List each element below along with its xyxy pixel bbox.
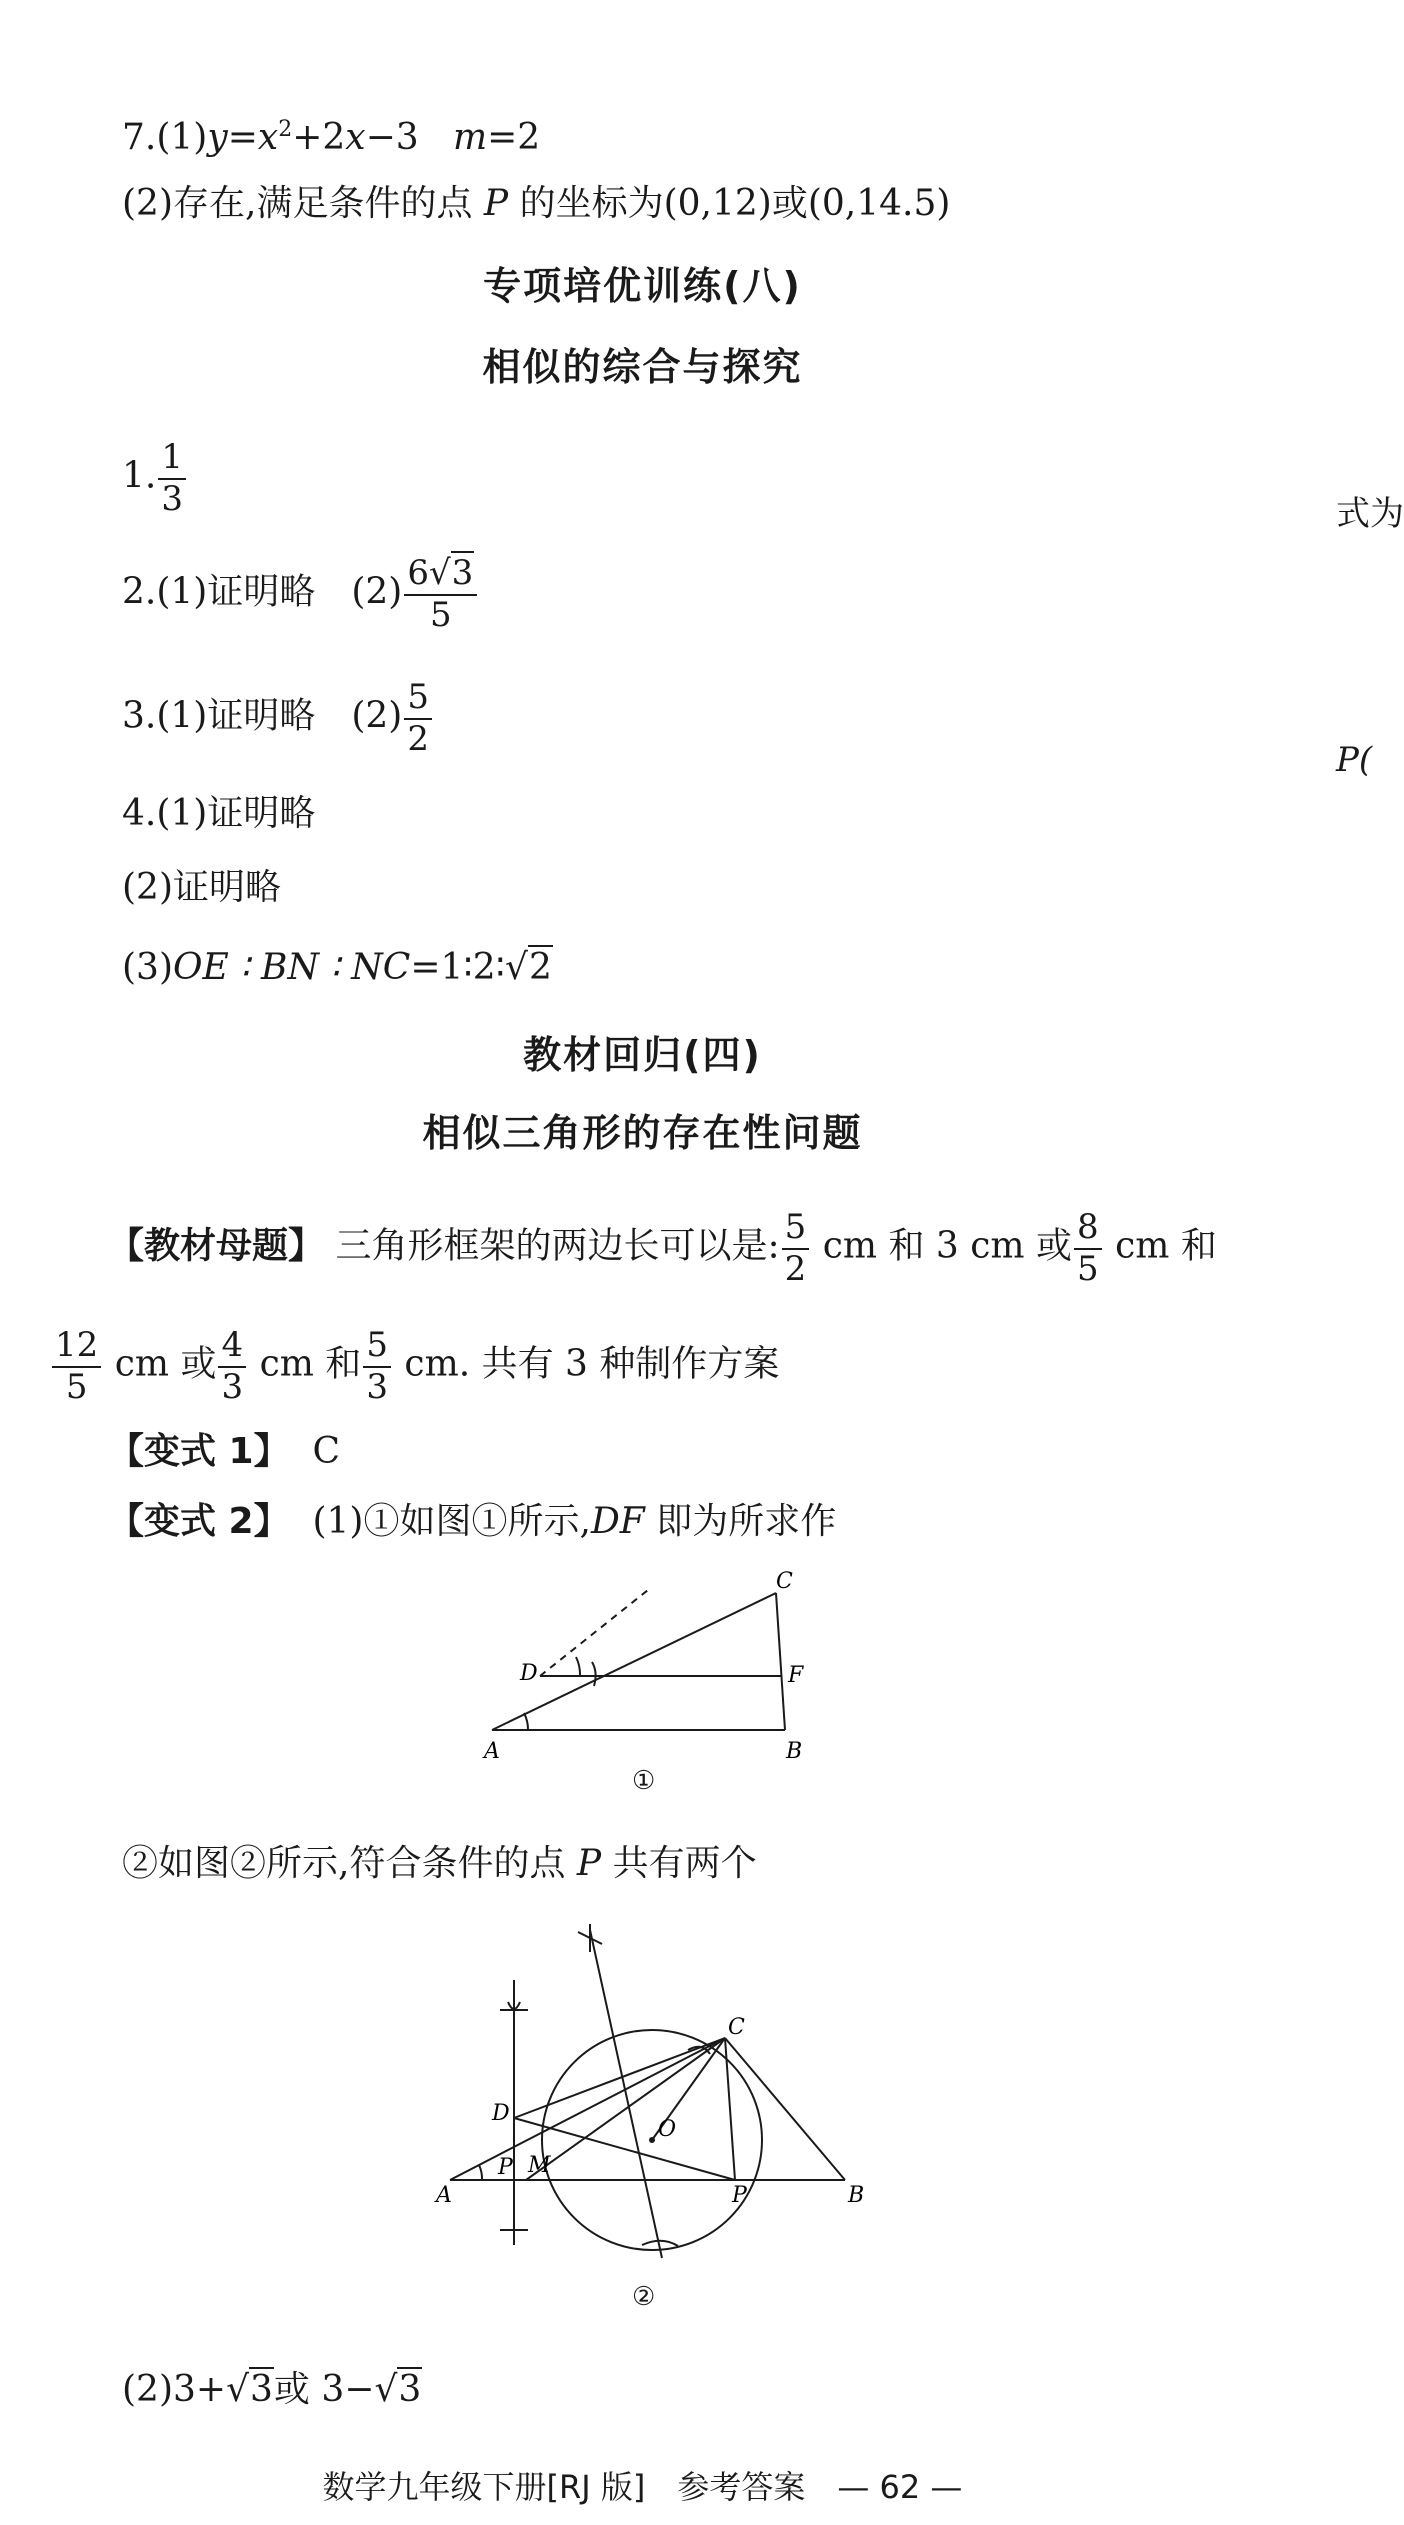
fig2-segment-CP2 [725, 2038, 735, 2180]
page-footer: 数学九年级下册[RJ 版] 参考答案 — 62 — [322, 2468, 963, 2506]
fig1-segment-BC [776, 1593, 785, 1730]
fig2-label-O: O [658, 2117, 677, 2142]
variant2-line2: ②如图②所示,符合条件的点 P 共有两个 [122, 1843, 757, 1884]
fig2-label-A: A [436, 2183, 452, 2208]
fig2-label-M: M [528, 2153, 551, 2178]
variant1-answer: C [312, 1431, 341, 1472]
q7-part2: (2)存在,满足条件的点 P 的坐标为(0,12)或(0,14.5) [122, 183, 951, 224]
margin-fragment-1: 式为 [1336, 494, 1404, 534]
fig2-label-C: C [728, 2015, 745, 2040]
fig2-arc-top [578, 1924, 602, 1952]
answer-4-part1: 4.(1)证明略 [122, 793, 316, 834]
section8-subtitle: 相似的综合与探究 [482, 345, 803, 389]
variant2-label: 【变式 2】 [108, 1501, 290, 1542]
fig2-label-D: D [492, 2101, 510, 2126]
textbook-line1: 【教材母题】 三角形框架的两边长可以是: $\frac{5}{2}$ cm 和 3 cm 或 $\frac{8}{5}$ cm 和 [108, 1207, 1217, 1289]
fig2-segment-CB [725, 2038, 845, 2180]
figure-2-caption: ② [632, 2282, 656, 2312]
figure-2 [430, 1920, 880, 2280]
answer-4-part3: (3)OE ∶ BN ∶ NC=1∶2∶√2 [122, 947, 552, 988]
fig1-label-C: C [776, 1569, 793, 1594]
fig1-label-B: B [786, 1739, 803, 1764]
textbook-line2: $\frac{12}{5}$ cm 或 $\frac{4}{3}$ cm 和 $\frac{5}{3}$ cm. 共有 3 种制作方案 [50, 1328, 779, 1405]
section4-title: 教材回归(四) [523, 1033, 762, 1077]
margin-fragment-2: P( [1336, 740, 1373, 780]
fig2-label-B: B [848, 2183, 865, 2208]
fig1-label-D: D [520, 1661, 538, 1686]
variant1-line [108, 1428, 340, 1476]
fig2-label-P2: P [732, 2183, 747, 2208]
fig1-angle-arc-A [524, 1713, 528, 1730]
answer-2: 2.(1)证明略 (2) $\frac{6√3}{5}$ [122, 556, 479, 633]
figure-1-caption: ① [632, 1766, 656, 1796]
variant1-label: 【变式 1】 [108, 1431, 290, 1472]
variant2-line1: 【变式 2】 (1)①如图①所示,DF 即为所求作 [108, 1501, 837, 1542]
figure-1 [480, 1570, 840, 1770]
variant2-part2: (2)3+√3或 3−√3 [122, 2369, 422, 2410]
q7-part1: $7.(1)y=x^2+2x-3$ m=2 [122, 117, 541, 158]
fig2-perp-bisector [590, 1930, 662, 2258]
section8-title: 专项培优训练(八) [483, 264, 802, 308]
fig2-segment-DC [514, 2038, 725, 2118]
fig2-label-P1: P [498, 2155, 513, 2180]
fig1-angle-arc-D [576, 1657, 580, 1676]
fig2-angle-arc-A [479, 2165, 482, 2180]
fig1-label-F: F [788, 1663, 804, 1688]
answer-4-part2: (2)证明略 [122, 867, 281, 908]
textbook-label: 【教材母题】 [108, 1225, 325, 1267]
section4-subtitle: 相似三角形的存在性问题 [422, 1111, 863, 1155]
answer-1: 1. $\frac{1}{3}$ [122, 440, 188, 517]
fig1-label-A: A [484, 1739, 500, 1764]
fig2-point-O [649, 2137, 655, 2143]
fig2-segment-MC [526, 2038, 725, 2180]
answer-3: 3.(1)证明略 (2) $\frac{5}{2}$ [122, 680, 434, 757]
